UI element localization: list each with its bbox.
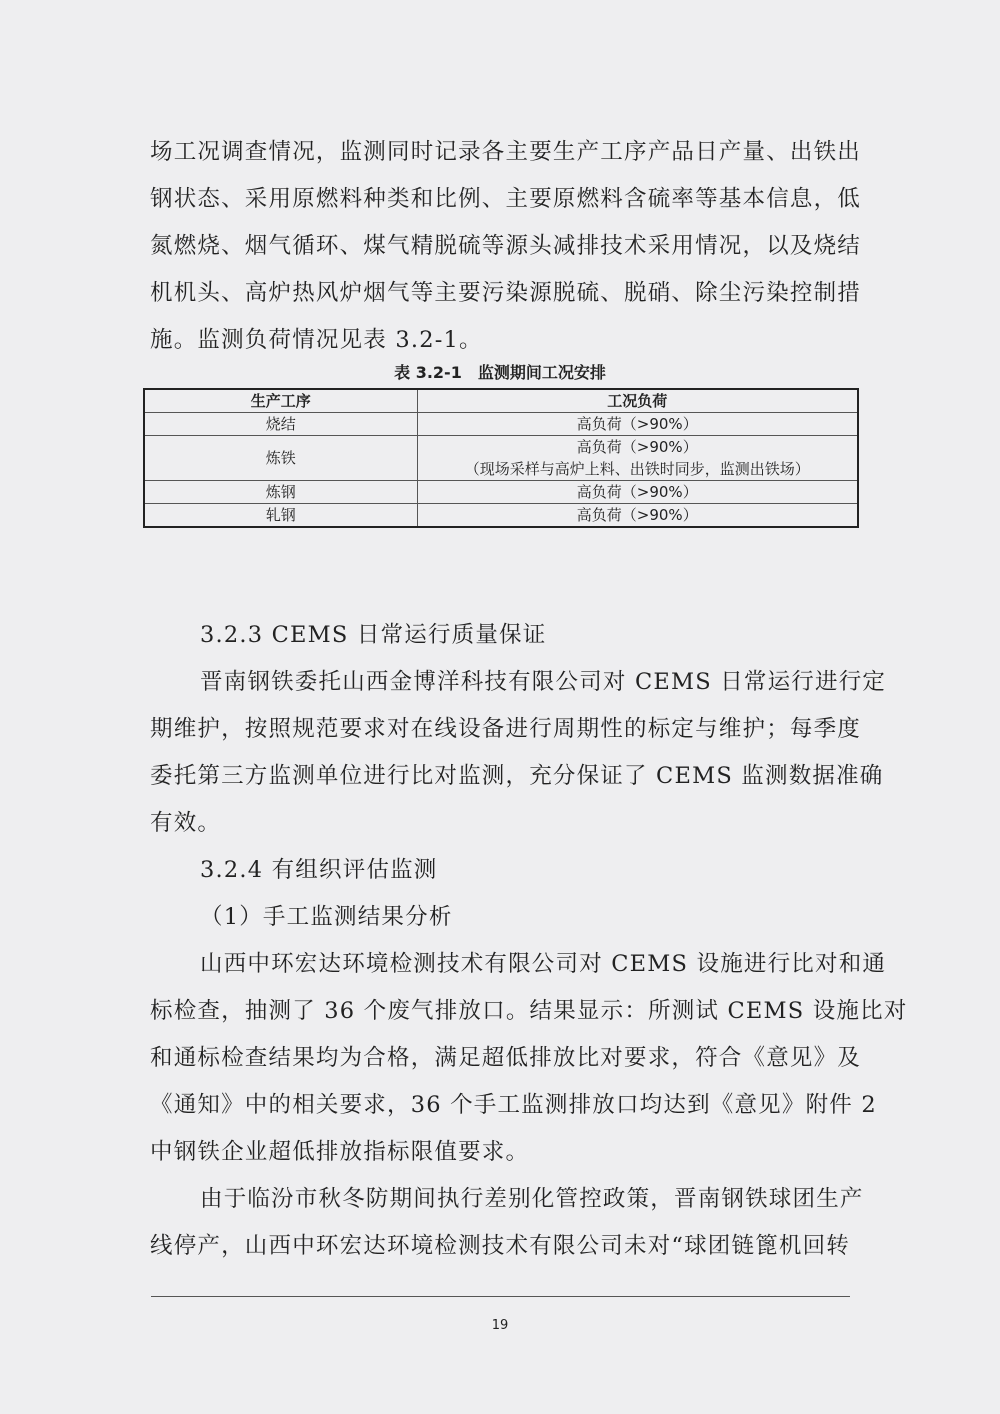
table-caption: 表 3.2-1 监测期间工况安排 (394, 363, 606, 382)
cell-process: 轧钢 (144, 504, 417, 528)
cell-process: 炼铁 (144, 436, 417, 481)
table-row (144, 436, 858, 481)
load-table (143, 388, 859, 528)
paragraph-line: 和通标检查结果均为合格，满足超低排放比对要求，符合《意见》及 (150, 1045, 862, 1071)
paragraph-line: 山西中环宏达环境检测技术有限公司对 CEMS 设施进行比对和通 (200, 951, 887, 977)
paragraph-line: 由于临汾市秋冬防期间执行差别化管控政策，晋南钢铁球团生产 (200, 1186, 864, 1212)
paragraph-line: 氮燃烧、烟气循环、煤气精脱硫等源头减排技术采用情况，以及烧结 (150, 233, 862, 259)
header-process: 生产工序 (144, 389, 417, 413)
cell-load-note: （现场采样与高炉上料、出铁时同步，监测出铁场） (464, 460, 810, 478)
cell-process: 烧结 (144, 413, 417, 436)
section-heading-3-2-4: 3.2.4 有组织评估监测 (200, 857, 438, 883)
paragraph-line: 钢状态、采用原燃料种类和比例、主要原燃料含硫率等基本信息，低 (150, 186, 862, 212)
paragraph-line: 委托第三方监测单位进行比对监测，充分保证了 CEMS 监测数据准确 (150, 763, 884, 789)
paragraph-line: 施。监测负荷情况见表 3.2-1。 (150, 327, 483, 353)
subheading-manual-monitoring: （1）手工监测结果分析 (200, 904, 453, 930)
paragraph-line: 线停产，山西中环宏达环境检测技术有限公司未对“球团链篦机回转 (150, 1233, 851, 1259)
cell-load: 高负荷（>90%） (417, 481, 858, 504)
footer-divider (151, 1296, 850, 1297)
cell-load (417, 436, 858, 481)
paragraph-line: 期维护，按照规范要求对在线设备进行周期性的标定与维护；每季度 (150, 716, 862, 742)
cell-load: 高负荷（>90%） (417, 413, 858, 436)
section-heading-3-2-3: 3.2.3 CEMS 日常运行质量保证 (200, 622, 547, 648)
table-row (144, 413, 858, 436)
cell-process: 炼钢 (144, 481, 417, 504)
cell-load-line: 高负荷（>90%） (576, 438, 698, 456)
cell-load: 高负荷（>90%） (417, 504, 858, 528)
paragraph-line: 中钢铁企业超低排放指标限值要求。 (150, 1139, 530, 1165)
paragraph-line: 场工况调查情况，监测同时记录各主要生产工序产品日产量、出铁出 (150, 139, 862, 165)
paragraph-line: 晋南钢铁委托山西金博洋科技有限公司对 CEMS 日常运行进行定 (200, 669, 887, 695)
paragraph-line: 标检查，抽测了 36 个废气排放口。结果显示：所测试 CEMS 设施比对 (150, 998, 908, 1024)
header-load: 工况负荷 (417, 389, 858, 413)
table-header-row (144, 389, 858, 413)
paragraph-line: 机机头、高炉热风炉烟气等主要污染源脱硫、脱硝、除尘污染控制措 (150, 280, 862, 306)
table-row (144, 481, 858, 504)
paragraph-line: 《通知》中的相关要求，36 个手工监测排放口均达到《意见》附件 2 (150, 1092, 877, 1118)
page-number: 19 (491, 1318, 509, 1333)
paragraph-line: 有效。 (150, 810, 222, 836)
table-row (144, 504, 858, 528)
